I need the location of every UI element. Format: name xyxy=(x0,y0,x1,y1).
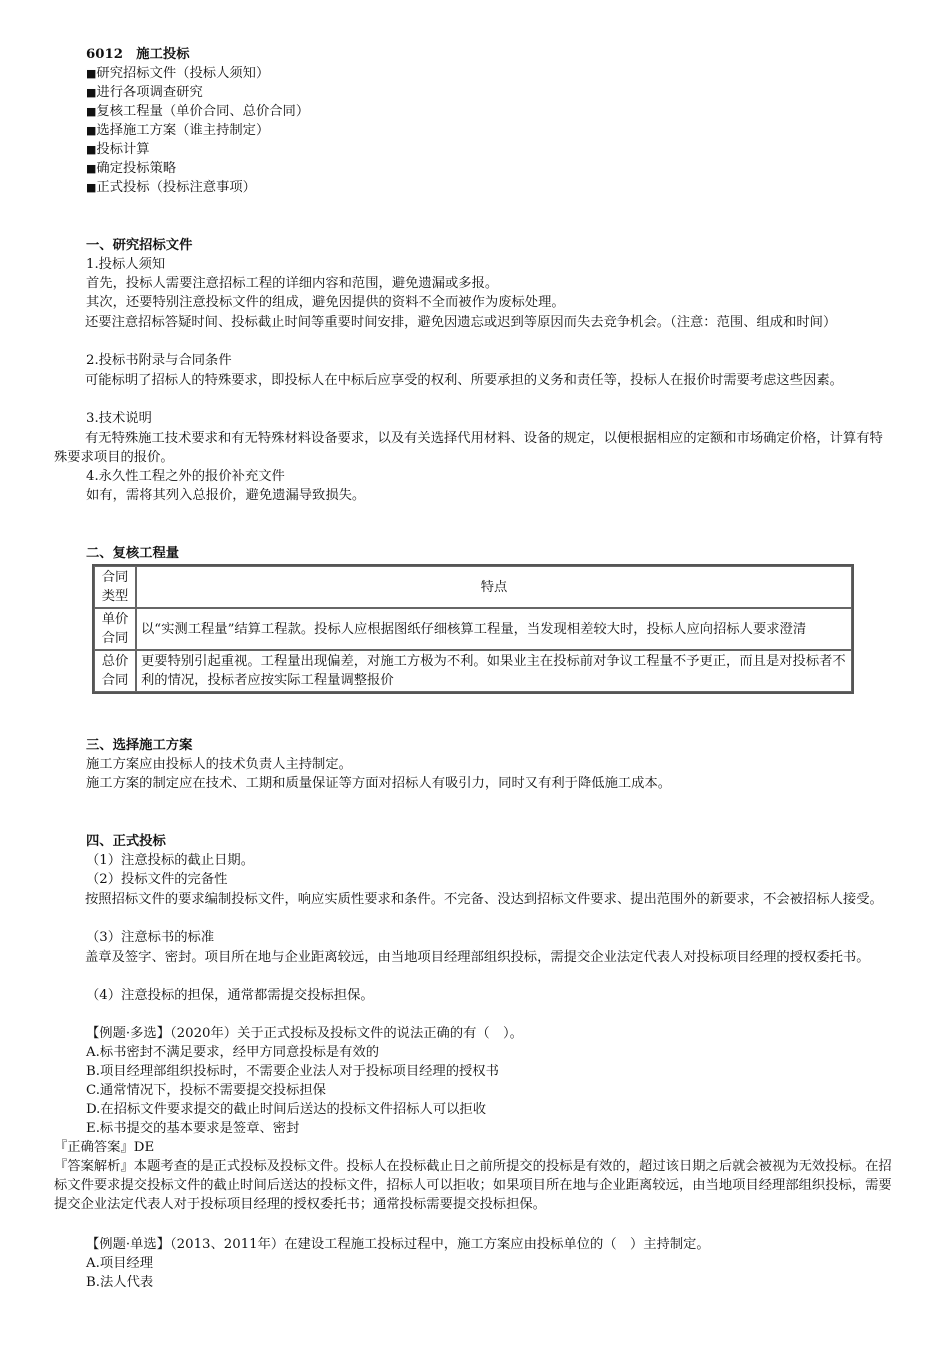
outline-item: ■ 进行各项调查研究 xyxy=(86,83,901,102)
correct-answer: 『正确答案』DE xyxy=(54,1140,155,1155)
paragraph: 首先，投标人需要注意招标工程的详细内容和范围，避免遗漏或多报。 xyxy=(86,276,499,291)
page-title: 6012 施工投标 xyxy=(86,47,190,62)
paragraph: 施工方案的制定应在技术、工期和质量保证等方面对招标人有吸引力，同时又有利于降低施工成本。 xyxy=(86,776,672,791)
subheading: 3.技术说明 xyxy=(86,411,152,426)
paragraph: 有无特殊施工技术要求和有无特殊材料设备要求，以及有关选择代用材料、设备的规定，以便根据相应的定额和市场确定价格，计算有特殊要求项目的报价。 xyxy=(54,431,883,465)
outline-item: ■ 投标计算 xyxy=(86,140,901,159)
outline-item: ■ 正式投标（投标注意事项） xyxy=(86,178,901,197)
outline-item: ■ 复核工程量（单价合同、总价合同） xyxy=(86,102,901,121)
list-item: （1）注意投标的截止日期。 xyxy=(86,853,255,868)
option-a: A.标书密封不满足要求，经甲方同意投标是有效的 xyxy=(86,1045,380,1060)
table-row xyxy=(94,650,852,692)
table-header-cell: 合同类型 xyxy=(94,566,136,608)
option-e: E.标书提交的基本要求是签章、密封 xyxy=(86,1121,300,1136)
section-heading: 三、选择施工方案 xyxy=(86,738,193,753)
option-b: B.法人代表 xyxy=(86,1275,154,1290)
paragraph: 如有，需将其列入总报价，避免遗漏导致损失。 xyxy=(86,488,366,503)
table-cell-type: 总价合同 xyxy=(94,650,136,692)
example-question: 【例题·单选】（2013、2011年）在建设工程施工投标过程中，施工方案应由投标单位的（ ）主持制定。 xyxy=(86,1237,710,1252)
subheading: 2.投标书附录与合同条件 xyxy=(86,353,232,368)
section-heading: 一、研究招标文件 xyxy=(86,238,193,253)
outline-item: ■ 选择施工方案（谁主持制定） xyxy=(86,121,901,140)
paragraph: 施工方案应由投标人的技术负责人主持制定。 xyxy=(86,757,352,772)
section-heading: 四、正式投标 xyxy=(86,834,166,849)
contract-type-table xyxy=(92,564,854,694)
section-heading: 二、复核工程量 xyxy=(86,546,180,561)
option-a: A.项目经理 xyxy=(86,1256,154,1271)
table-cell-feature: 以“实测工程量”结算工程款。投标人应根据图纸仔细核算工程量，当发现相差较大时，投标人应向招标人要求澄清 xyxy=(136,608,852,650)
list-item: （3）注意标书的标准 xyxy=(86,930,215,945)
list-item: （4）注意投标的担保，通常都需提交投标担保。 xyxy=(86,988,374,1003)
paragraph: 盖章及签字、密封。项目所在地与企业距离较远，由当地项目经理部组织投标，需提交企业法定代表人对投标项目经理的授权委托书。 xyxy=(85,950,870,965)
table-header-row xyxy=(94,566,852,608)
option-b: B.项目经理部组织投标时，不需要企业法人对于投标项目经理的授权书 xyxy=(86,1064,499,1079)
list-item: （2）投标文件的完备性 xyxy=(86,872,228,887)
option-c: C.通常情况下，投标不需要提交投标担保 xyxy=(86,1083,326,1098)
answer-analysis: 『答案解析』本题考查的是正式投标及投标文件。投标人在投标截止日之前所提交的投标是有效的，超过该日期之后就会被视为无效投标。在招标文件要求提交投标文件的截止时间后送达的投标文件，招标人可以拒收；如果项目所在地与企业距离较远，由当地项目经理部组织投标，需要提交企业法定代表人对于投标项目经理的授权委托书；通常投标需要提交投标担保。 xyxy=(54,1159,892,1212)
paragraph: 其次，还要特别注意投标文件的组成，避免因提供的资料不全而被作为废标处理。 xyxy=(86,295,565,310)
table-cell-type: 单价合同 xyxy=(94,608,136,650)
example-question: 【例题·多选】（2020年）关于正式投标及投标文件的说法正确的有（ ）。 xyxy=(86,1026,523,1041)
outline-item: ■ 确定投标策略 xyxy=(86,159,901,178)
paragraph: 按照招标文件的要求编制投标文件，响应实质性要求和条件。不完备、没达到招标文件要求、提出范围外的新要求，不会被招标人接受。 xyxy=(85,892,883,907)
paragraph: 还要注意招标答疑时间、投标截止时间等重要时间安排，避免因遗忘或迟到等原因而失去竞争机会。（注意：范围、组成和时间） xyxy=(85,315,837,330)
table-header-cell: 特点 xyxy=(136,566,852,608)
table-row xyxy=(94,608,852,650)
paragraph: 可能标明了招标人的特殊要求，即投标人在中标后应享受的权利、所要承担的义务和责任等，投标人在报价时需要考虑这些因素。 xyxy=(85,373,843,388)
outline-item: ■ 研究招标文件（投标人须知） xyxy=(86,64,901,83)
option-d: D.在招标文件要求提交的截止时间后送达的投标文件招标人可以拒收 xyxy=(86,1102,487,1117)
table-cell-feature: 更要特别引起重视。工程量出现偏差，对施工方极为不利。如果业主在投标前对争议工程量不予更正，而且是对投标者不利的情况，投标者应按实际工程量调整报价 xyxy=(136,650,852,692)
subheading: 4.永久性工程之外的报价补充文件 xyxy=(86,469,285,484)
subheading: 1.投标人须知 xyxy=(86,257,166,272)
